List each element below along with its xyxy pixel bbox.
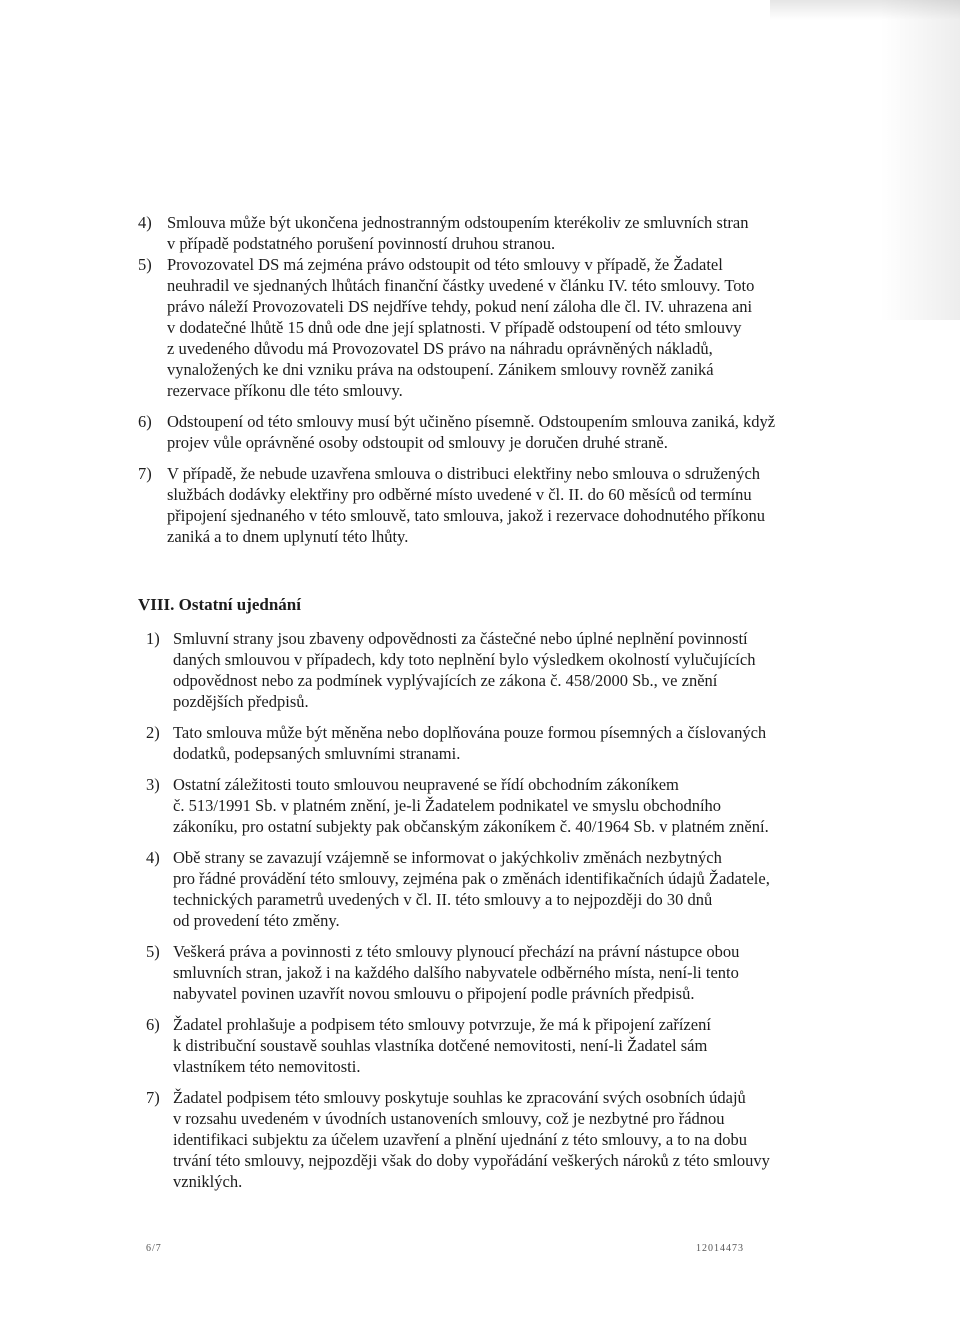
section-heading: VIII. Ostatní ujednání: [138, 595, 301, 614]
clause-number: 3): [146, 775, 160, 794]
clause-item: [0, 774, 960, 837]
clause-text: Žadatel podpisem této smlouvy poskytuje souhlas ke zpracování svých osobních údajů v rozsahu uvedeném v úvodních ustanoveních smlouvy, což je nezbytné pro řádnou identifikaci subjektu za účelem uzavření a plnění ujednání z této smlouvy, a to na dobu trvání této smlouvy, nejpozději však do doby vypořádání veškerých nároků z této smlouvy vzniklých.: [173, 1088, 770, 1191]
clause-item: [0, 722, 960, 764]
clause-text: Veškerá práva a povinnosti z této smlouvy plynoucí přechází na právní nástupce obou smluvních stran, jakož i na každého dalšího nabyvatele odběrného místa, není-li tento nabyvatel povinen uzavřít novou smlouvu o připojení podle právních předpisů.: [173, 942, 740, 1003]
clause-item: [0, 254, 960, 401]
clause-item: [0, 1014, 960, 1077]
clause-text: Žadatel prohlašuje a podpisem této smlouvy potvrzuje, že má k připojení zařízení k distribuční soustavě souhlas vlastníka dotčené nemovitosti, není-li Žadatel sám vlastníkem této nemovitosti.: [173, 1015, 711, 1076]
clause-text: Obě strany se zavazují vzájemně se informovat o jakýchkoliv změnách nezbytných pro řádné provádění této smlouvy, zejména pak o změnách identifikačních údajů Žadatele, technických parametrů uvedených v čl. II. této smlouvy a to nejpozději do 30 dnů od provedení této změny.: [173, 848, 770, 930]
clause-number: 4): [138, 213, 152, 232]
section-termination: [0, 212, 960, 557]
clause-text: Provozovatel DS má zejména právo odstoupit od této smlouvy v případě, že Žadatel neuhradil ve sjednaných lhůtách finanční částky uvedené v článku IV. této smlouvy. Toto právo náleží Provozovateli DS nejdříve tehdy, pokud není záloha dle čl. IV. uhrazena ani v dodatečné lhůtě 15 dnů ode dne její splatnosti. V případě odstoupení od této smlouvy z uvedeného důvodu má Provozovatel DS právo na náhradu oprávněných nákladů, vynaložených ke dni vzniku práva na odstoupení. Zánikem smlouvy rovněž zaniká rezervace příkonu dle této smlouvy.: [167, 255, 755, 400]
clause-number: 6): [146, 1015, 160, 1034]
clause-text: Ostatní záležitosti touto smlouvou neupravené se řídí obchodním zákoníkem č. 513/1991 Sb. v platném znění, je-li Žadatelem podnikatel ve smyslu obchodního zákoníku, pro ostatní subjekty pak občanským zákoníkem č. 40/1964 Sb. v platném znění.: [173, 775, 769, 836]
page-number: 6/7: [146, 1243, 162, 1254]
clause-number: 5): [146, 942, 160, 961]
clause-number: 5): [138, 255, 152, 274]
clause-text: Odstoupení od této smlouvy musí být učiněno písemně. Odstoupením smlouva zaniká, když projev vůle oprávněné osoby odstoupit od smlouvy je doručen druhé straně.: [167, 412, 776, 452]
section-other-provisions: [0, 594, 960, 1202]
clause-number: 2): [146, 723, 160, 742]
clause-number: 7): [146, 1088, 160, 1107]
clause-item: [0, 1087, 960, 1192]
clause-item: [0, 212, 960, 254]
clause-item: [0, 411, 960, 453]
document-number: 12014473: [696, 1243, 744, 1254]
clause-text: Smluvní strany jsou zbaveny odpovědnosti za částečné nebo úplné neplnění povinností daných smlouvou v případech, kdy toto neplnění bylo výsledkem okolností vylučujících odpovědnost nebo za podmínek vyplývajících ze zákona č. 458/2000 Sb., ve znění pozdějších předpisů.: [173, 629, 756, 711]
clause-number: 4): [146, 848, 160, 867]
clause-text: Tato smlouva může být měněna nebo doplňována pouze formou písemných a číslovaných dodatků, podepsaných smluvními stranami.: [173, 723, 767, 763]
scan-top-edge-shadow: [770, 0, 960, 20]
clause-item: [0, 463, 960, 547]
clause-number: 1): [146, 629, 160, 648]
clause-text: V případě, že nebude uzavřena smlouva o distribuci elektřiny nebo smlouva o sdružených službách dodávky elektřiny pro odběrné místo uvedené v čl. II. do 60 měsíců od termínu připojení sjednaného v této smlouvě, tato smlouva, jakož i rezervace dohodnutého příkonu zaniká a to dnem uplynutí této lhůty.: [167, 464, 765, 546]
clause-item: [0, 941, 960, 1004]
clause-text: Smlouva může být ukončena jednostranným odstoupením kterékoliv ze smluvních stran v případě podstatného porušení povinností druhou stranou.: [167, 213, 749, 253]
clause-number: 6): [138, 412, 152, 431]
clause-number: 7): [138, 464, 152, 483]
clause-item: [0, 628, 960, 712]
clause-item: [0, 847, 960, 931]
